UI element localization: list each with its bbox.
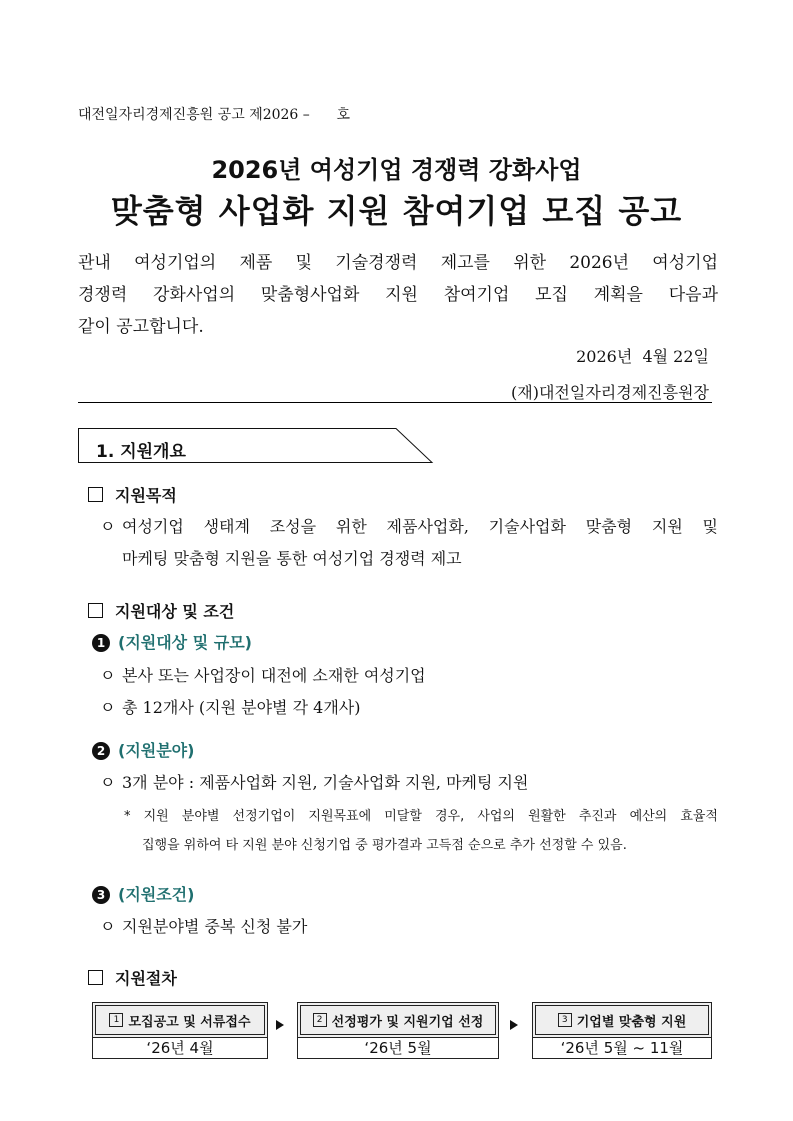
field-note-line-1: * 지원 분야별 선정기업이 지원목표에 미달할 경우, 사업의 원활한 추진과 예산의 효율적 <box>124 809 718 824</box>
bullet-circle-icon: ㅇ <box>100 517 116 536</box>
number-badge-icon: 2 <box>92 742 110 760</box>
scale-heading <box>92 630 252 653</box>
step-number-icon: 3 <box>558 1013 572 1027</box>
scale-item-1-text: 본사 또는 사업장이 대전에 소재한 여성기업 <box>122 666 426 685</box>
intro-line-3: 같이 공고합니다. <box>78 317 204 337</box>
intro-line-2: 경쟁력 강화사업의 맞춤형사업화 지원 참여기업 모집 계획을 다음과 <box>78 285 718 305</box>
purpose-line-2: 마케팅 맞춤형 지원을 통한 여성기업 경쟁력 제고 <box>122 549 462 568</box>
field-note-line-2: 집행을 위하여 타 지원 분야 신청기업 중 평가결과 고득점 순으로 추가 선정할 수 있음. <box>142 838 627 853</box>
section-1-title: 1. 지원개요 <box>96 442 186 462</box>
step-2-label: 선정평가 및 지원기업 선정 <box>331 1014 484 1030</box>
target-heading <box>88 599 234 622</box>
target-heading-text: 지원대상 및 조건 <box>115 602 235 621</box>
issuer: (재)대전일자리경제진흥원장 <box>511 383 709 402</box>
field-item-text: 3개 분야 : 제품사업화 지원, 기술사업화 지원, 마케팅 지원 <box>122 773 529 792</box>
scale-heading-text: (지원대상 및 규모) <box>118 633 252 652</box>
step-1-label: 모집공고 및 서류접수 <box>128 1014 251 1030</box>
number-badge-icon: 1 <box>92 634 110 652</box>
checkbox-square-icon <box>88 603 103 618</box>
bullet-circle-icon: ㅇ <box>100 666 116 685</box>
condition-heading <box>92 882 194 905</box>
scale-item-2-text: 총 12개사 (지원 분야별 각 4개사) <box>122 698 361 717</box>
title-line-1: 2026년 여성기업 경쟁력 강화사업 <box>211 156 582 184</box>
scale-item-2 <box>100 695 360 718</box>
step-3-period: ‘26년 5월 ~ 11월 <box>532 1038 712 1059</box>
field-heading <box>92 738 194 761</box>
notice-date: 2026년 4월 22일 <box>576 347 709 366</box>
condition-item-text: 지원분야별 중복 신청 불가 <box>122 917 308 936</box>
procedure-step-1 <box>92 1002 268 1059</box>
step-3-label: 기업별 맞춤형 지원 <box>576 1014 687 1030</box>
notice-number: 대전일자리경제진흥원 공고 제2026 – 호 <box>78 107 351 123</box>
step-number-icon: 1 <box>109 1013 123 1027</box>
procedure-heading-text: 지원절차 <box>115 969 177 988</box>
bullet-circle-icon: ㅇ <box>100 698 116 717</box>
field-heading-text: (지원분야) <box>118 741 195 760</box>
purpose-heading <box>88 483 177 506</box>
bullet-circle-icon: ㅇ <box>100 917 116 936</box>
purpose-text-1: 여성기업 생태계 조성을 위한 제품사업화, 기술사업화 맞춤형 지원 및 <box>122 517 718 536</box>
bullet-circle-icon: ㅇ <box>100 773 116 792</box>
divider <box>78 402 712 403</box>
procedure-step-2 <box>297 1002 499 1059</box>
step-3-label-box <box>532 1002 712 1038</box>
intro-line-1: 관내 여성기업의 제품 및 기술경쟁력 제고를 위한 2026년 여성기업 <box>78 253 718 273</box>
step-1-label-box <box>92 1002 268 1038</box>
condition-item <box>100 914 307 937</box>
step-1-period: ‘26년 4월 <box>92 1038 268 1059</box>
step-number-icon: 2 <box>313 1013 327 1027</box>
purpose-line-1 <box>100 514 718 537</box>
title-line-2: 맞춤형 사업화 지원 참여기업 모집 공고 <box>110 192 683 230</box>
procedure-heading <box>88 966 177 989</box>
purpose-heading-text: 지원목적 <box>115 486 177 505</box>
checkbox-square-icon <box>88 970 103 985</box>
step-2-period: ‘26년 5월 <box>297 1038 499 1059</box>
scale-item-1 <box>100 663 426 686</box>
step-2-label-box <box>297 1002 499 1038</box>
arrow-right-icon <box>510 1020 518 1030</box>
section-1-header <box>78 428 438 470</box>
field-item <box>100 770 528 793</box>
procedure-step-3 <box>532 1002 712 1059</box>
checkbox-square-icon <box>88 487 103 502</box>
condition-heading-text: (지원조건) <box>118 885 195 904</box>
number-badge-icon: 3 <box>92 886 110 904</box>
arrow-right-icon <box>276 1020 284 1030</box>
